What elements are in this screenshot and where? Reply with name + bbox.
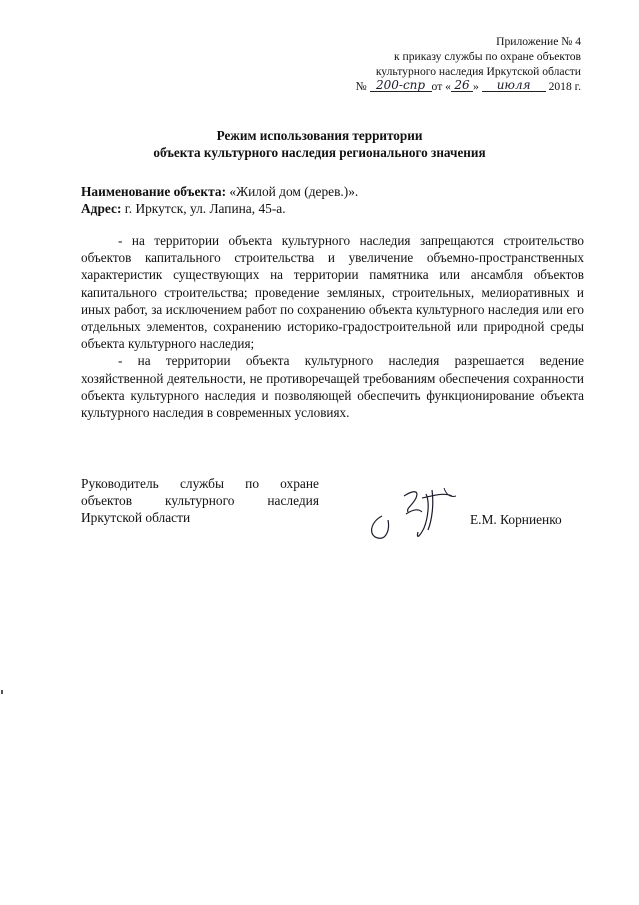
regime-text bbox=[81, 232, 584, 421]
prohibitions-paragraph: - на территории объекта культурного наследия запрещаются строительство объектов капитального строительства и увеличение объемно-пространственных характеристик существующих на территории памятника или ансамбля объектов капитального строительства; проведение земляных, строительных, мелиоративных и иных работ, за исключением работ по сохранению объекта культурного наследия или его отдельных элементов, сохранению историко-градостроительной или природной среды объекта культурного наследия; bbox=[81, 233, 584, 352]
order-day-field bbox=[451, 79, 473, 92]
order-year: 2018 г. bbox=[548, 80, 581, 93]
signatory-position: Руководитель службы по охране объектов культурного наследия Иркутской области bbox=[81, 476, 319, 526]
document-title bbox=[0, 127, 639, 161]
handwritten-signature bbox=[360, 474, 470, 544]
object-name-value: «Жилой дом (дерев.)». bbox=[229, 184, 359, 199]
order-number-field bbox=[370, 79, 432, 92]
order-month-handwritten: июля bbox=[496, 78, 531, 92]
object-address-value: г. Иркутск, ул. Лапина, 45-а. bbox=[124, 201, 286, 216]
order-date-close: » bbox=[472, 80, 479, 93]
order-number-handwritten: 200-спр bbox=[376, 78, 426, 92]
object-info bbox=[81, 183, 581, 217]
object-address-label: Адрес: bbox=[81, 201, 122, 216]
appendix-header bbox=[356, 34, 581, 94]
signatory-name: Е.М. Корниенко bbox=[470, 512, 562, 527]
object-name-label: Наименование объекта: bbox=[81, 184, 227, 199]
order-day-handwritten: 26 bbox=[454, 78, 470, 92]
scan-mark bbox=[1, 690, 3, 694]
appendix-authority: культурного наследия Иркутской области bbox=[375, 65, 581, 78]
title-line-1: Режим использования территории bbox=[216, 128, 423, 143]
appendix-order-ref: к приказу службы по охране объектов bbox=[394, 50, 581, 63]
order-date-from: от « bbox=[431, 80, 451, 93]
object-name-row bbox=[81, 183, 581, 200]
title-line-2: объекта культурного наследия регионального значения bbox=[153, 145, 486, 160]
object-address-row bbox=[81, 200, 581, 217]
appendix-title: Приложение № 4 bbox=[496, 35, 581, 48]
order-number-sign: № bbox=[355, 80, 367, 93]
order-number-line bbox=[356, 79, 581, 94]
order-month-field bbox=[482, 79, 546, 92]
permissions-paragraph: - на территории объекта культурного наследия разрешается ведение хозяйственной деятельности, не противоречащей требованиям обеспечения сохранности объекта культурного наследия и позволяющей обеспечить функционирование объекта культурного наследия в современных условиях. bbox=[81, 353, 584, 421]
